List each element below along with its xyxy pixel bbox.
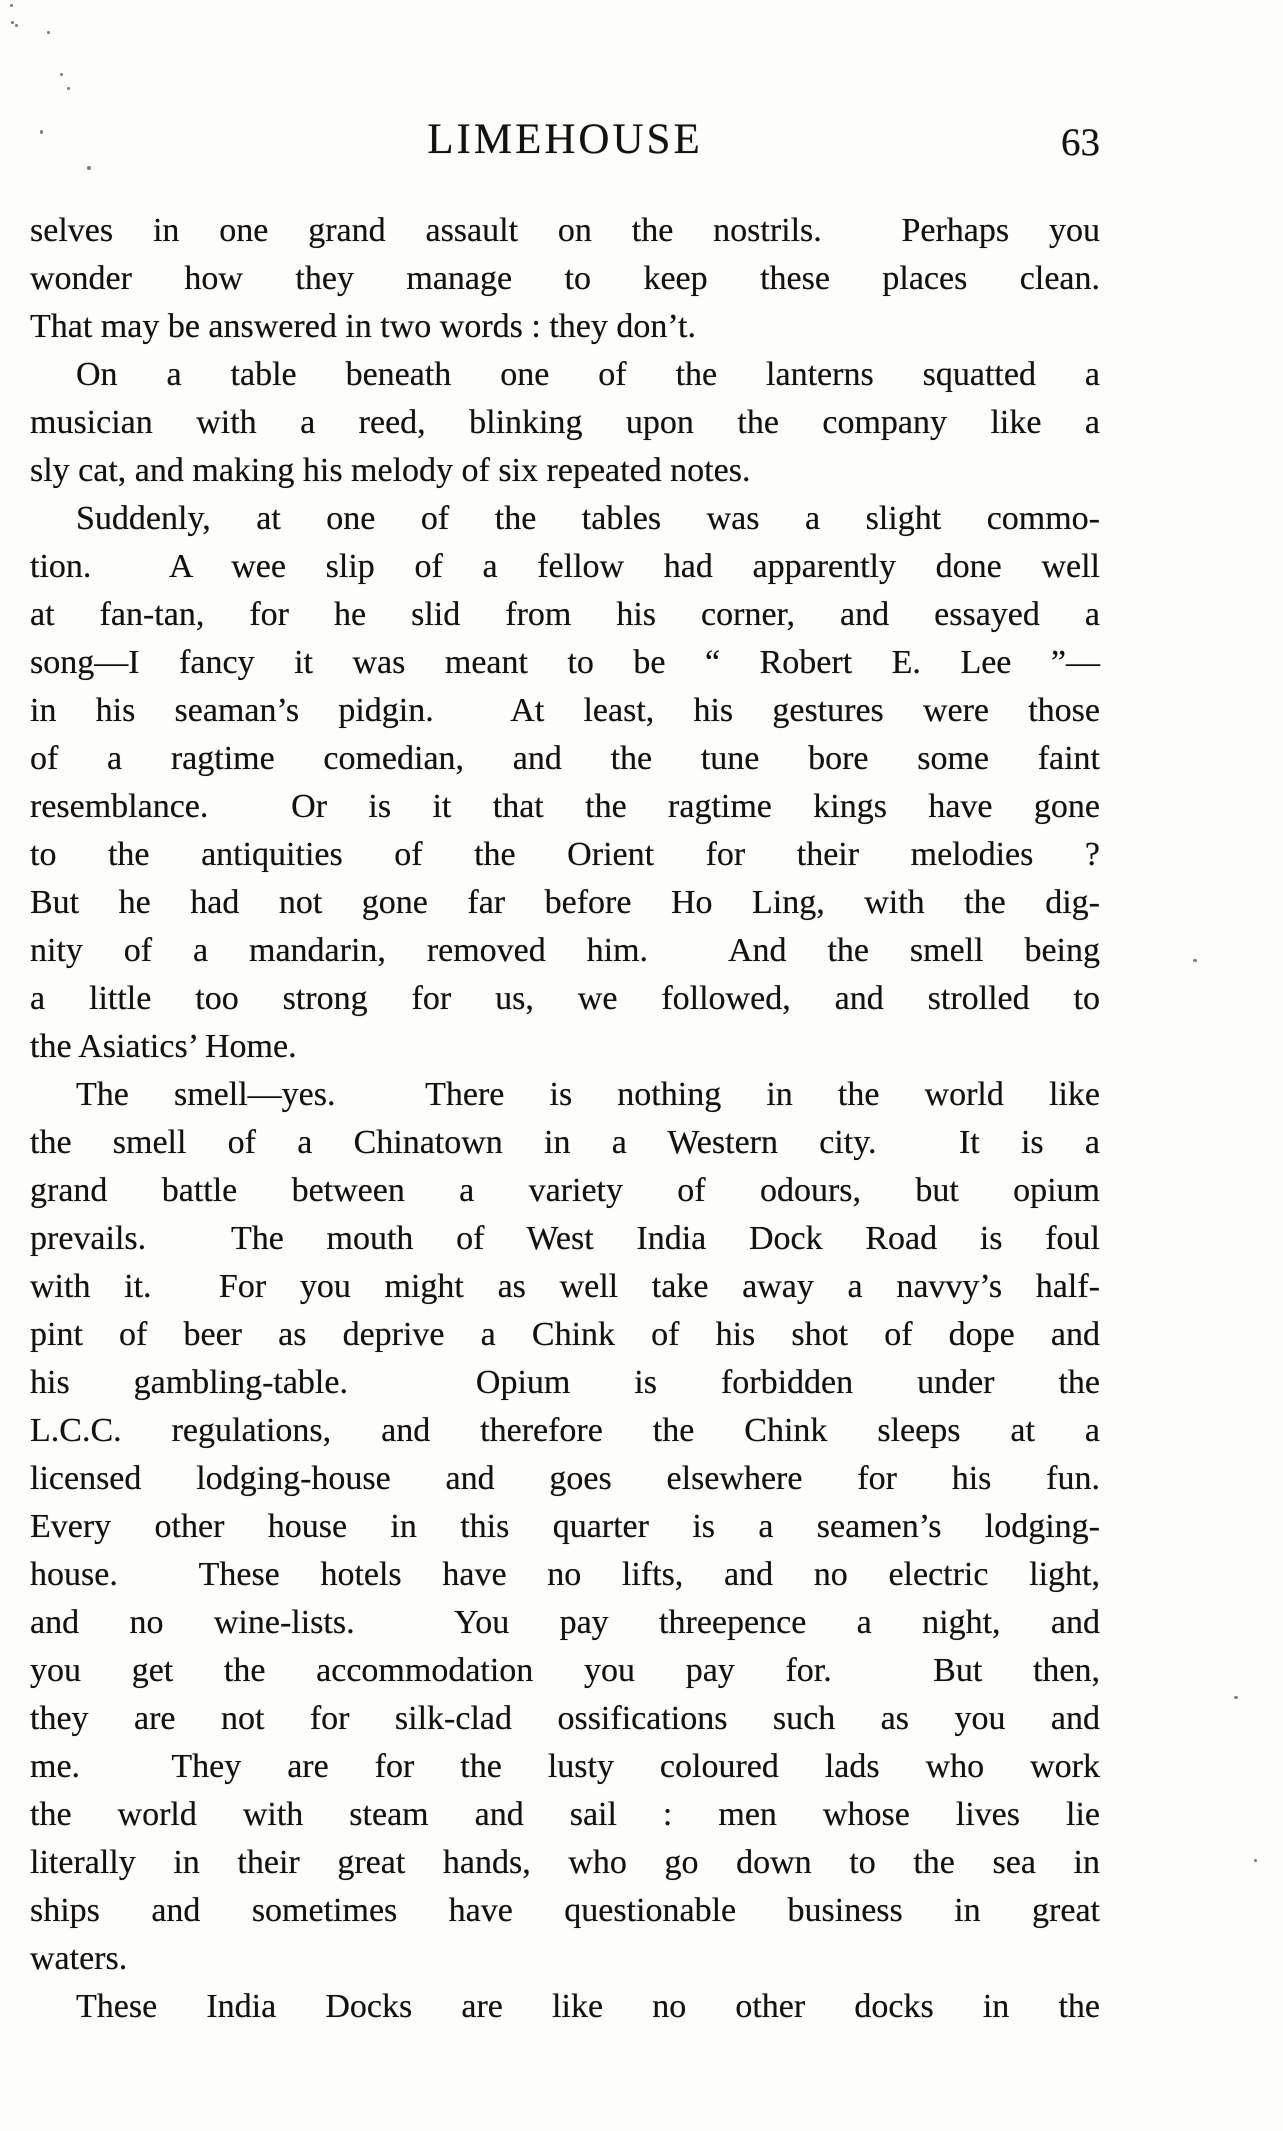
text-line: Suddenly, at one of the tables was a slight commo- xyxy=(76,500,1100,537)
text-line: musician with a reed, blinking upon the company like a xyxy=(30,404,1100,441)
text-line: ships and sometimes have questionable business in great xyxy=(30,1892,1100,1929)
text-line: These India Docks are like no other docks in the xyxy=(76,1988,1100,2025)
text-line: nity of a mandarin, removed him. And the smell being xyxy=(30,932,1100,969)
text-line: grand battle between a variety of odours, but opium xyxy=(30,1172,1100,1209)
text-line: the smell of a Chinatown in a Western city. It is a xyxy=(30,1124,1100,1161)
scan-speck xyxy=(67,87,70,90)
text-line: The smell—yes. There is nothing in the world like xyxy=(76,1076,1100,1113)
text-line: to the antiquities of the Orient for their melodies ? xyxy=(30,836,1100,873)
page-number: 63 xyxy=(1061,121,1100,164)
text-line: the world with steam and sail : men whose lives lie xyxy=(30,1796,1100,1833)
text-line: wonder how they manage to keep these places clean. xyxy=(30,260,1100,297)
text-line: with it. For you might as well take away a navvy’s half- xyxy=(30,1268,1100,1305)
scan-speck xyxy=(10,4,13,7)
text-line: licensed lodging-house and goes elsewhere for his fun. xyxy=(30,1460,1100,1497)
text-line: in his seaman’s pidgin. At least, his gestures were those xyxy=(30,692,1100,729)
text-line: On a table beneath one of the lanterns squatted a xyxy=(76,356,1100,393)
scan-speck xyxy=(60,73,63,76)
text-line: resemblance. Or is it that the ragtime kings have gone xyxy=(30,788,1100,825)
text-line: and no wine-lists. You pay threepence a night, and xyxy=(30,1604,1100,1641)
text-line: But he had not gone far before Ho Ling, with the dig- xyxy=(30,884,1100,921)
scan-speck xyxy=(87,166,91,170)
text-line: song—I fancy it was meant to be “ Robert E. Lee ”— xyxy=(30,644,1100,681)
text-line: me. They are for the lusty coloured lads who work xyxy=(30,1748,1100,1785)
text-line: a little too strong for us, we followed, and strolled to xyxy=(30,980,1100,1017)
page-title: LIMEHOUSE xyxy=(427,116,703,163)
text-line: Every other house in this quarter is a seamen’s lodging- xyxy=(30,1508,1100,1545)
text-line: the Asiatics’ Home. xyxy=(30,1028,297,1065)
scan-speck xyxy=(1234,1696,1238,1699)
text-line: waters. xyxy=(30,1940,128,1977)
text-line: literally in their great hands, who go down to the sea in xyxy=(30,1844,1100,1881)
scan-speck xyxy=(47,31,50,34)
running-head xyxy=(30,118,1100,162)
text-line: tion. A wee slip of a fellow had apparently done well xyxy=(30,548,1100,585)
text-line: prevails. The mouth of West India Dock Road is foul xyxy=(30,1220,1100,1257)
paragraph xyxy=(30,495,1100,1071)
paragraph xyxy=(30,1071,1100,1983)
scan-speck xyxy=(40,130,43,134)
text-block xyxy=(30,207,1100,2031)
text-line: L.C.C. regulations, and therefore the Chink sleeps at a xyxy=(30,1412,1100,1449)
text-line: they are not for silk-clad ossifications such as you and xyxy=(30,1700,1100,1737)
scan-speck xyxy=(1254,1859,1257,1862)
paragraph xyxy=(30,207,1100,351)
paragraph xyxy=(30,1983,1100,2031)
text-line: at fan-tan, for he slid from his corner, and essayed a xyxy=(30,596,1100,633)
text-line: you get the accommodation you pay for. But then, xyxy=(30,1652,1100,1689)
scan-speck xyxy=(11,21,14,24)
scan-speck xyxy=(15,24,18,27)
text-line: That may be answered in two words : they don’t. xyxy=(30,308,697,345)
paragraph xyxy=(30,351,1100,495)
scan-speck xyxy=(1193,959,1197,962)
text-line: pint of beer as deprive a Chink of his shot of dope and xyxy=(30,1316,1100,1353)
text-line: selves in one grand assault on the nostrils. Perhaps you xyxy=(30,212,1100,249)
text-line: sly cat, and making his melody of six repeated notes. xyxy=(30,452,751,489)
text-line: house. These hotels have no lifts, and no electric light, xyxy=(30,1556,1100,1593)
text-line: his gambling-table. Opium is forbidden under the xyxy=(30,1364,1100,1401)
text-line: of a ragtime comedian, and the tune bore some faint xyxy=(30,740,1100,777)
